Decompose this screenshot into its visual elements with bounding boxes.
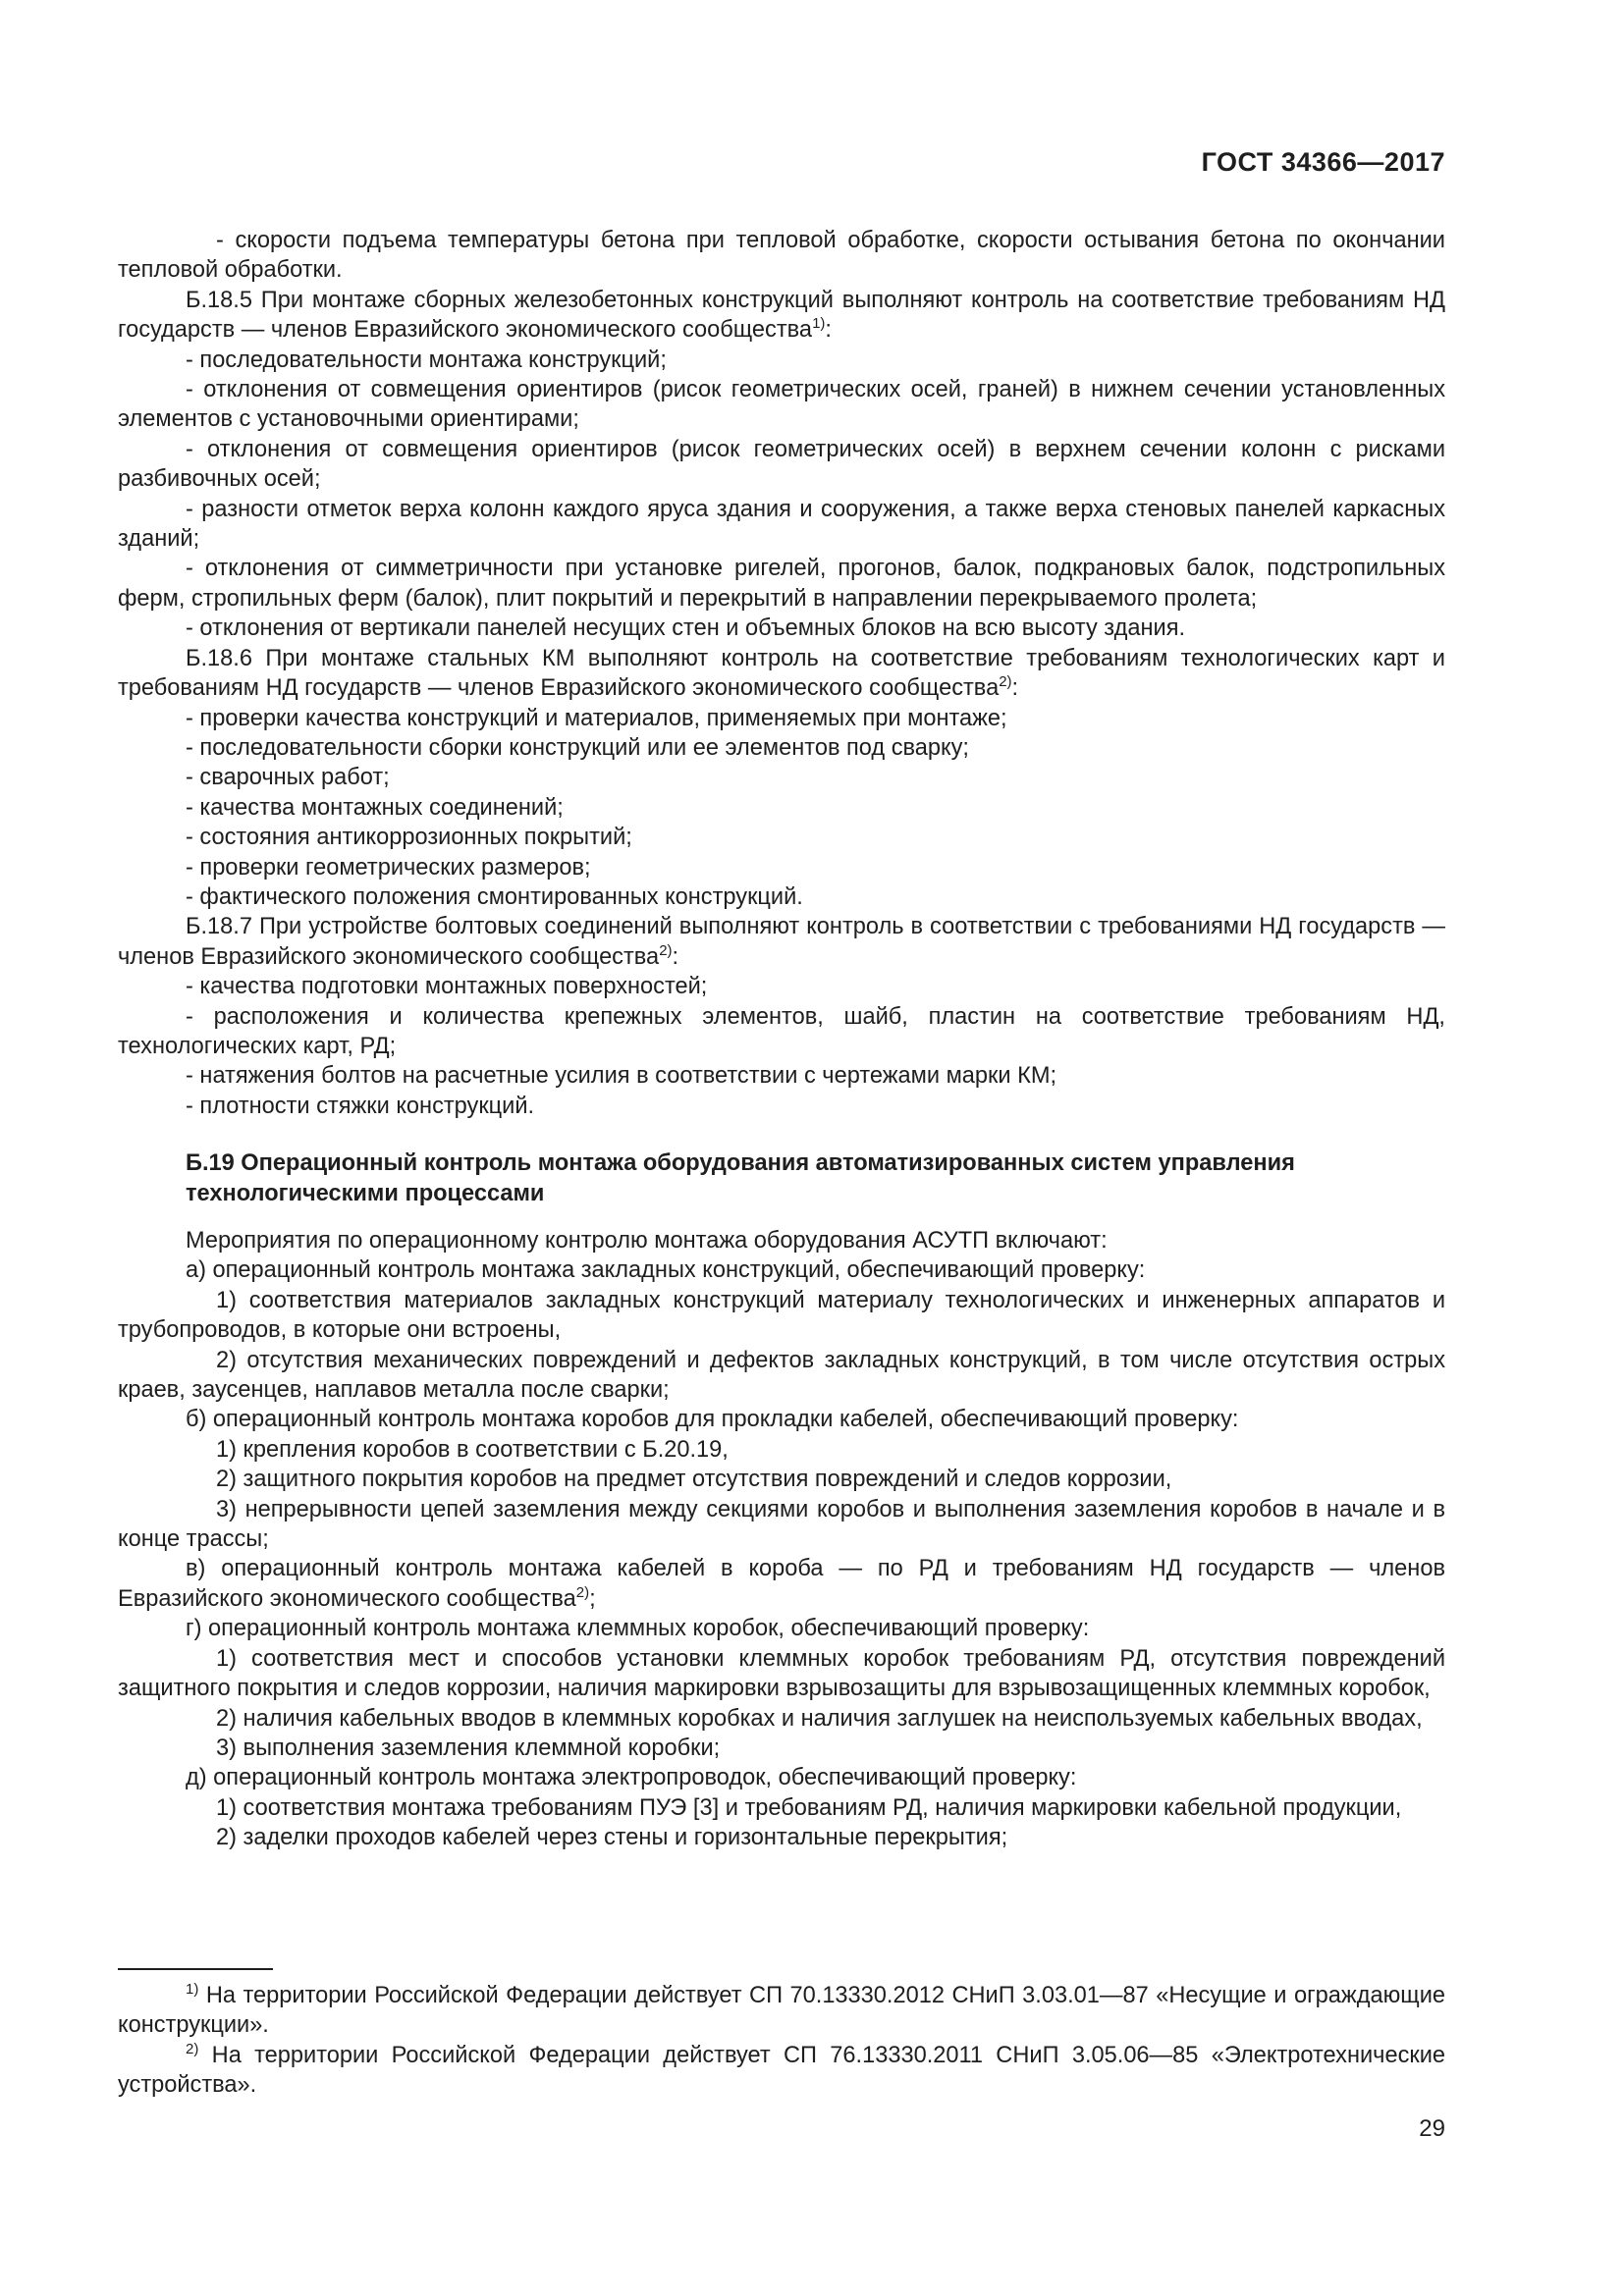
document-body	[118, 226, 1445, 1853]
paragraph-b18-6: Б.18.6 При монтаже стальных КМ выполняют контроль на соответствие требованиям технологических карт и требованиям НД государств — членов Евразийского экономического сообщества$^{2)}$:	[118, 645, 1445, 702]
list-item: - разности отметок верха колонн каждого яруса здания и сооружения, а также верха стеновых панелей каркасных зданий;	[118, 496, 1445, 553]
paragraph: - скорости подъема температуры бетона при тепловой обработке, скорости остывания бетона по окончании тепловой обработки.	[118, 228, 1445, 284]
list-item: - расположения и количества крепежных элементов, шайб, пластин на соответствие требованиям НД, технологических карт, РД;	[118, 1003, 1445, 1059]
list-item: - проверки качества конструкций и материалов, применяемых при монтаже;	[186, 705, 1007, 731]
footnote-separator	[118, 1968, 273, 1970]
footnote-ref: 1)	[812, 315, 826, 333]
footnote-ref: 2)	[575, 1584, 590, 1602]
list-item: - отклонения от совмещения ориентиров (рисок геометрических осей, граней) в нижнем сечении установленных элементов с установочными ориентирами;	[118, 377, 1445, 433]
list-item: - фактического положения смонтированных конструкций.	[186, 883, 803, 910]
list-item: - последовательности монтажа конструкций;	[186, 347, 667, 373]
document-code-header: ГОСТ 34366—2017	[1201, 147, 1445, 177]
sub-item: 3) непрерывности цепей заземления между секциями коробов и выполнения заземления коробов в начале и в конце трассы;	[118, 1496, 1445, 1553]
list-item: б) операционный контроль монтажа коробов для прокладки кабелей, обеспечивающий проверку:	[186, 1407, 1239, 1433]
footnote-1: $^{1)}$ На территории Российской Федерации действует СП 70.13330.2012 СНиП 3.03.01—87 «Несущие и ограждающие конструкции».	[118, 1981, 1445, 2039]
sub-item: 1) крепления коробов в соответствии с Б.20.19,	[216, 1436, 729, 1463]
list-item: - отклонения от совмещения ориентиров (рисок геометрических осей) в верхнем сечении колонн с рисками разбивочных осей;	[118, 436, 1445, 493]
paragraph-b18-5: Б.18.5 При монтаже сборных железобетонных конструкций выполняют контроль на соответствие требованиям НД государств — членов Евразийского экономического сообщества$^{1)}$:	[118, 287, 1445, 344]
list-item: - плотности стяжки конструкций.	[186, 1093, 535, 1119]
footnote-ref: 2)	[659, 941, 673, 959]
list-item: - сварочных работ;	[186, 765, 390, 791]
sub-item: 1) соответствия монтажа требованиям ПУЭ [3] и требованиям РД, наличия маркировки кабельной продукции,	[216, 1794, 1402, 1821]
paragraph-b18-7: Б.18.7 При устройстве болтовых соединений выполняют контроль в соответствии с требованиями НД государств — членов Евразийского экономического сообщества$^{2)}$:	[118, 914, 1445, 970]
footnote-2: $^{2)}$ На территории Российской Федерации действует СП 76.13330.2011 СНиП 3.05.06—85 «Электротехнические устройства».	[118, 2040, 1445, 2099]
list-item: - последовательности сборки конструкций или ее элементов под сварку;	[186, 734, 969, 761]
footnote-ref: 2)	[999, 673, 1012, 691]
sub-item: 2) заделки проходов кабелей через стены и горизонтальные перекрытия;	[216, 1825, 1008, 1851]
list-item: - натяжения болтов на расчетные усилия в соответствии с чертежами марки КМ;	[186, 1063, 1057, 1090]
list-item: - отклонения от вертикали панелей несущих стен и объемных блоков на всю высоту здания.	[186, 615, 1186, 642]
footnote-marker: 2)	[186, 2040, 199, 2057]
sub-item: 1) соответствия мест и способов установки клеммных коробок требованиям РД, отсутствия повреждений защитного покрытия и следов коррозии, наличия маркировки взрывозащиты для взрывозащищенных клеммных коробок,	[118, 1645, 1445, 1702]
footnotes	[118, 1981, 1445, 2101]
sub-item: 2) наличия кабельных вводов в клеммных коробках и наличия заглушек на неиспользуемых кабельных вводах,	[216, 1705, 1423, 1732]
page-number: 29	[1419, 2115, 1445, 2142]
list-item: - проверки геометрических размеров;	[186, 854, 591, 881]
list-item: в) операционный контроль монтажа кабелей в короба — по РД и требованиям НД государств — членов Евразийского экономического сообщества$^{2)}$;	[118, 1556, 1445, 1612]
footnote-marker: 1)	[186, 1981, 199, 1999]
list-item: д) операционный контроль монтажа электропроводок, обеспечивающий проверку:	[186, 1765, 1077, 1791]
list-item: а) операционный контроль монтажа закладных конструкций, обеспечивающий проверку:	[186, 1257, 1146, 1284]
sub-item: 2) отсутствия механических повреждений и дефектов закладных конструкций, в том числе отсутствия острых краев, заусенцев, наплавов металла после сварки;	[118, 1347, 1445, 1404]
paragraph: Мероприятия по операционному контролю монтажа оборудования АСУТП включают:	[186, 1228, 1108, 1254]
list-item: г) операционный контроль монтажа клеммных коробок, обеспечивающий проверку:	[186, 1616, 1090, 1642]
list-item: - состояния антикоррозионных покрытий;	[186, 825, 632, 851]
sub-item: 2) защитного покрытия коробов на предмет отсутствия повреждений и следов коррозии,	[216, 1467, 1172, 1493]
sub-item: 3) выполнения заземления клеммной коробки;	[216, 1735, 721, 1761]
section-title-b19: Б.19 Операционный контроль монтажа оборудования автоматизированных систем управления технологическими процессами	[186, 1150, 1295, 1206]
list-item: - качества монтажных соединений;	[186, 794, 564, 821]
sub-item: 1) соответствия материалов закладных конструкций материалу технологических и инженерных аппаратов и трубопроводов, в которые они встроены,	[118, 1287, 1445, 1344]
list-item: - отклонения от симметричности при установке ригелей, прогонов, балок, подкрановых балок, подстропильных ферм, стропильных ферм (балок), плит покрытий и перекрытий в направлении перекрываемого пролета;	[118, 556, 1445, 612]
list-item: - качества подготовки монтажных поверхностей;	[186, 974, 708, 1000]
